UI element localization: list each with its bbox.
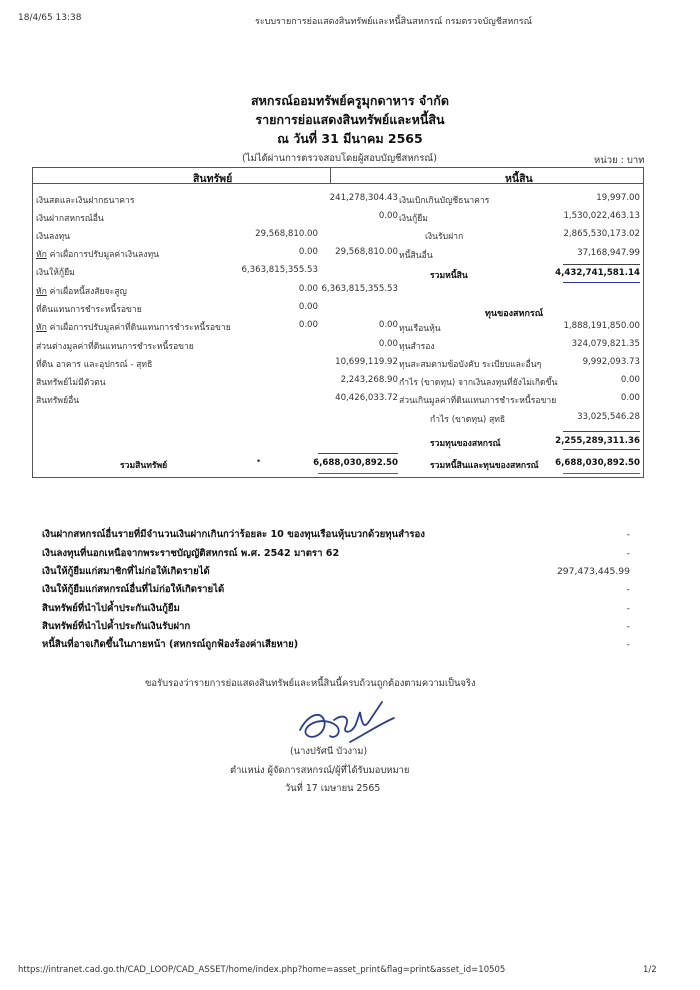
liability-label: เงินรับฝาก: [425, 232, 464, 242]
asset-total: 0.00: [378, 339, 398, 349]
equity-label: ทุนสะสมตามข้อบังคับ ระเบียบและอื่นๆ: [399, 360, 542, 370]
equity-label: กำไร (ขาดทุน) จากเงินลงทุนที่ยังไม่เกิดขึ้น: [399, 378, 558, 388]
asset-label-text: ที่ดิน อาคาร และอุปกรณ์ - สุทธิ: [36, 360, 153, 370]
note-value: -: [626, 621, 630, 632]
total-liabilities-label: รวมหนี้สิน: [430, 271, 468, 281]
liability-value: 1,530,022,463.13: [563, 211, 640, 221]
asset-row-label: [36, 211, 104, 225]
assets-subtotal-rule: [318, 453, 398, 454]
asset-label-text: เงินลงทุน: [36, 232, 71, 242]
print-url: https://intranet.cad.go.th/CAD_LOOP/CAD_ASSET/home/index.php?home=asset_print&flag=print&asset_id=10505: [18, 965, 506, 975]
print-timestamp: 18/4/65 13:38: [18, 13, 82, 23]
signature: [290, 690, 410, 750]
total-equity-label: รวมทุนของสหกรณ์: [430, 439, 501, 449]
note-value: -: [626, 548, 630, 559]
equity-value: 33,025,546.28: [577, 412, 640, 422]
grand-total-value: 6,688,030,892.50: [555, 458, 640, 468]
grand-total-underline: [563, 473, 640, 474]
signature-date: วันที่ 17 เมษายน 2565: [285, 783, 381, 794]
total-equity-value: 2,255,289,311.36: [555, 436, 640, 446]
equity-value: 0.00: [620, 375, 640, 385]
equity-subtotal-rule: [563, 431, 640, 432]
note-label: เงินให้กู้ยืมแก่สหกรณ์อื่นที่ไม่ก่อให้เกิดรายได้: [42, 584, 225, 595]
asset-amount: 0.00: [298, 284, 318, 294]
liabilities-heading: หนี้สิน: [505, 173, 533, 185]
cooperative-name: สหกรณ์ออมทรัพย์ครูมุกดาหาร จำกัด: [251, 93, 449, 108]
asset-total: 241,278,304.43: [329, 193, 398, 203]
equity-label: ทุนสำรอง: [399, 342, 435, 352]
liability-value: 2,865,530,173.02: [563, 229, 640, 239]
asset-label-text: สินทรัพย์อื่น: [36, 396, 80, 406]
asset-total: 10,699,119.92: [335, 357, 398, 367]
equity-total-underline: [563, 449, 640, 450]
asset-total: 6,363,815,355.53: [321, 284, 398, 294]
asset-amount: 0.00: [298, 320, 318, 330]
asset-amount: 6,363,815,355.53: [241, 265, 318, 275]
note-label: เงินให้กู้ยืมแก่สมาชิกที่ไม่ก่อให้เกิดรายได้: [42, 566, 210, 577]
signer-position: ตำแหน่ง ผู้จัดการสหกรณ์/ผู้ที่ได้รับมอบหมาย: [230, 765, 410, 776]
audit-note: (ไม่ได้ผ่านการตรวจสอบโดยผู้สอบบัญชีสหกรณ์): [242, 153, 437, 164]
equity-label: ส่วนเกินมูลค่าที่ดินแทนการชำระหนี้รอขาย: [399, 396, 557, 406]
note-value: 297,473,445.99: [556, 566, 630, 577]
balance-sheet-header: [32, 167, 644, 184]
asset-total: 0.00: [378, 211, 398, 221]
note-value: -: [626, 529, 630, 540]
equity-value: 1,888,191,850.00: [563, 321, 640, 331]
asset-label-text: เงินให้กู้ยืม: [36, 268, 75, 278]
asset-row-label: [36, 265, 75, 279]
asset-row-label: [36, 393, 79, 407]
asset-label-text: เงินฝากสหกรณ์อื่น: [36, 214, 104, 224]
equity-label: กำไร (ขาดทุน) สุทธิ: [430, 415, 506, 425]
total-assets-label: รวมสินทรัพย์: [120, 461, 168, 471]
document-title: รายการย่อแสดงสินทรัพย์และหนี้สิน: [255, 112, 445, 127]
deduct-prefix: หัก: [36, 287, 47, 297]
equity-heading: ทุนของสหกรณ์: [485, 309, 544, 319]
report-date: ณ วันที่ 31 มีนาคม 2565: [277, 131, 423, 146]
asset-label-text: ค่าเผื่อหนี้สงสัยจะสูญ: [46, 287, 127, 297]
signer-name: (นางปรัศนี บัวงาม): [290, 746, 368, 757]
total-liabilities-value: 4,432,741,581.14: [555, 268, 640, 278]
assets-heading: สินทรัพย์: [193, 173, 233, 185]
asset-amount: 0.00: [298, 247, 318, 257]
page-number: 1/2: [643, 965, 657, 975]
equity-label: ทุนเรือนหุ้น: [399, 324, 441, 334]
equity-value: 0.00: [620, 393, 640, 403]
asset-label-text: เงินสดและเงินฝากธนาคาร: [36, 196, 135, 206]
note-label: สินทรัพย์ที่นำไปค้ำประกันเงินรับฝาก: [42, 621, 191, 632]
asset-total: 0.00: [378, 320, 398, 330]
note-label: หนี้สินที่อาจเกิดขึ้นในภายหน้า (สหกรณ์ถูกฟ้องร้องค่าเสียหาย): [42, 639, 299, 650]
asset-row-label: [36, 284, 127, 298]
note-value: -: [626, 603, 630, 614]
asset-amount: 29,568,810.00: [255, 229, 318, 239]
asset-label-text: ส่วนต่างมูลค่าที่ดินแทนการชำระหนี้รอขาย: [36, 342, 194, 352]
liabilities-subtotal-rule: [563, 264, 640, 265]
asset-label-text: ค่าเผื่อการปรับมูลค่าที่ดินแทนการชำระหนี้รอขาย: [46, 323, 231, 333]
asset-row-label: [36, 320, 231, 334]
system-title: ระบบรายการย่อแสดงสินทรัพย์และหนี้สินสหกรณ์ กรมตรวจบัญชีสหกรณ์: [255, 17, 532, 27]
asset-total: 2,243,268.90: [340, 375, 398, 385]
equity-value: 9,992,093.73: [582, 357, 640, 367]
asset-row-label: [36, 193, 134, 207]
asset-row-label: [36, 339, 194, 353]
liability-label: เงินกู้ยืม: [399, 214, 428, 224]
deduct-prefix: หัก: [36, 250, 47, 260]
asset-total: 40,426,033.72: [335, 393, 398, 403]
total-assets-value: 6,688,030,892.50: [313, 458, 398, 468]
asset-label-text: ที่ดินแทนการชำระหนี้รอขาย: [36, 305, 142, 315]
liability-label: เงินเบิกเกินบัญชีธนาคาร: [399, 196, 490, 206]
grand-total-label: รวมหนี้สินและทุนของสหกรณ์: [430, 461, 539, 471]
note-label: สินทรัพย์ที่นำไปค้ำประกันเงินกู้ยืม: [42, 603, 180, 614]
liability-value: 37,168,947.99: [577, 248, 640, 258]
note-label: เงินลงทุนที่นอกเหนือจากพระราชบัญญัติสหกรณ์ พ.ศ. 2542 มาตรา 62: [42, 548, 340, 559]
unit-label: หน่วย : บาท: [594, 155, 645, 166]
header-column-divider: [330, 167, 331, 184]
asset-row-label: [36, 357, 152, 371]
asset-row-label: [36, 375, 106, 389]
liability-value: 19,997.00: [596, 193, 640, 203]
asset-label-text: สินทรัพย์ไม่มีตัวตน: [36, 378, 106, 388]
note-value: -: [626, 584, 630, 595]
deduct-prefix: หัก: [36, 323, 47, 333]
asset-row-label: [36, 302, 142, 316]
asset-total: 29,568,810.00: [335, 247, 398, 257]
note-value: -: [626, 639, 630, 650]
asset-label-text: ค่าเผื่อการปรับมูลค่าเงินลงทุน: [46, 250, 160, 260]
asset-amount: 0.00: [298, 302, 318, 312]
asset-row-label: [36, 247, 159, 261]
assets-total-underline: [318, 473, 398, 474]
equity-value: 324,079,821.35: [571, 339, 640, 349]
note-label: เงินฝากสหกรณ์อื่นรายที่มีจำนวนเงินฝากเกินกว่าร้อยละ 10 ของทุนเรือนหุ้นบวกด้วยทุนสำรอง: [42, 529, 425, 540]
liabilities-total-underline: [563, 282, 640, 283]
liability-label: หนี้สินอื่น: [399, 251, 433, 261]
certification-statement: ขอรับรองว่ารายการย่อแสดงสินทรัพย์และหนี้สินนี้ครบถ้วนถูกต้องตามความเป็นจริง: [145, 678, 476, 689]
asset-row-label: [36, 229, 70, 243]
